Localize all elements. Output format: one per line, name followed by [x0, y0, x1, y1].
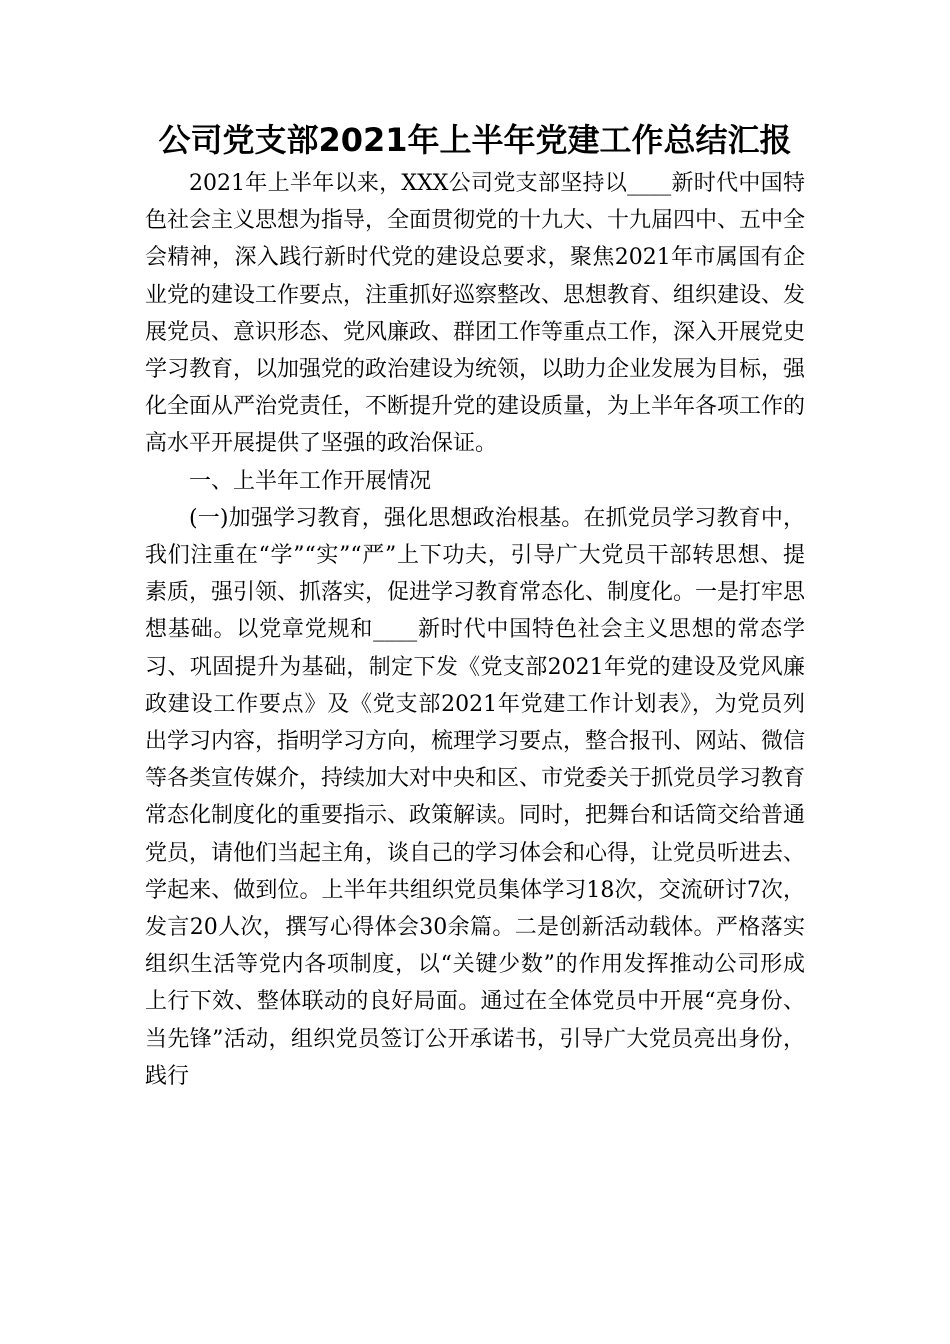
section-heading: 一、上半年工作开展情况 — [189, 468, 432, 494]
document-body — [145, 165, 805, 1095]
intro-paragraph: 2021年上半年以来，XXX公司党支部坚持以____新时代中国特色社会主义思想为指导，全面贯彻党的十九大、十九届四中、五中全会精神，深入践行新时代党的建设总要求，聚焦2021年市属国有企业党的建设工作要点，注重抓好巡察整改、思想教育、组织建设、发展党员、意识形态、党风廉政、群团工作等重点工作，深入开展党史学习教育，以加强党的政治建设为统领，以助力企业发展为目标，强化全面从严治党责任，不断提升党的建设质量，为上半年各项工作的高水平开展提供了坚强的政治保证。 — [145, 171, 806, 457]
section-paragraph: (一)加强学习教育，强化思想政治根基。在抓党员学习教育中，我们注重在“学”“实”“严”上下功夫，引导广大党员干部转思想、提素质，强引领、抓落实，促进学习教育常态化、制度化。一是打牢思想基础。以党章党规和____新时代中国特色社会主义思想的常态学习、巩固提升为基础，制定下发《党支部2021年党的建设及党风廉政建设工作要点》及《党支部2021年党建工作计划表》，为党员列出学习内容，指明学习方向，梳理学习要点，整合报刊、网站、微信等各类宣传媒介，持续加大对中央和区、市党委关于抓党员学习教育常态化制度化的重要指示、政策解读。同时，把舞台和话筒交给普通党员，请他们当起主角，谈自己的学习体会和心得，让党员听进去、学起来、做到位。上半年共组织党员集体学习18次，交流研讨7次，发言20人次，撰写心得体会30余篇。二是创新活动载体。严格落实组织生活等党内各项制度，以“关键少数”的作用发挥推动公司形成上行下效、整体联动的良好局面。通过在全体党员中开展“亮身份、当先锋”活动，组织党员签订公开承诺书，引导广大党员亮出身份，践行 — [145, 505, 806, 1089]
document-title: 公司党支部2021年上半年党建工作总结汇报 — [158, 121, 792, 159]
